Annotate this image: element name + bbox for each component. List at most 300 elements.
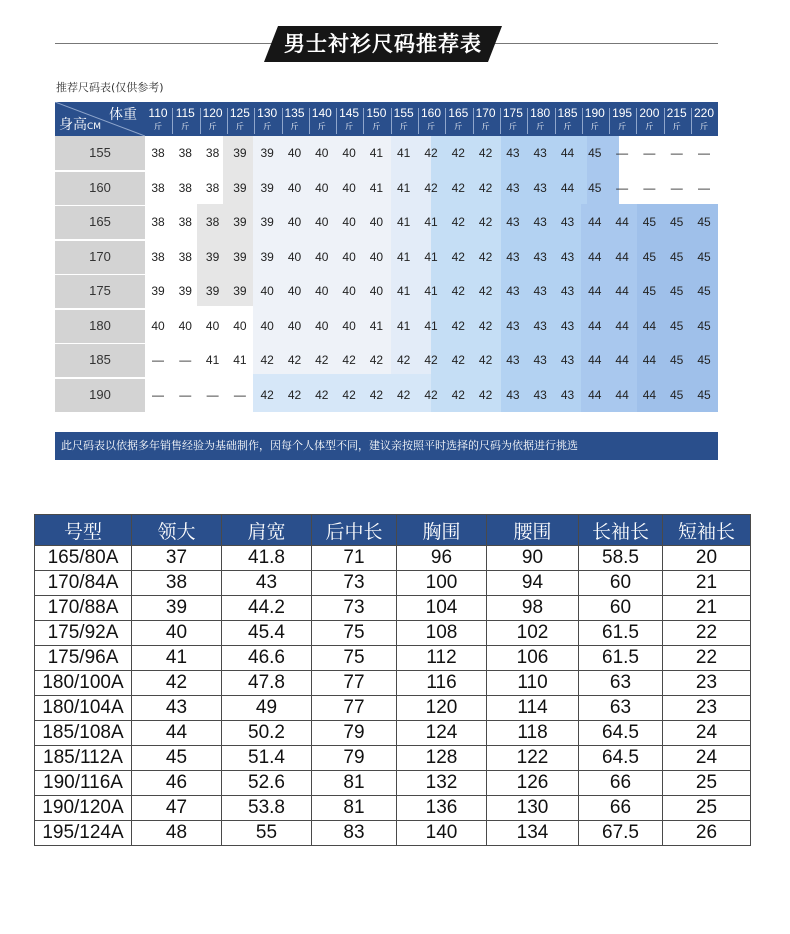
weight-separator xyxy=(527,108,528,134)
size-cell: — xyxy=(179,353,192,367)
size-cell: 38 xyxy=(151,215,165,229)
size-cell: 44 xyxy=(642,353,657,367)
weight-value: 145 xyxy=(339,106,360,120)
size-cell: 40 xyxy=(287,180,302,195)
spec-cell: 185/108A xyxy=(35,721,132,746)
size-cell: 42 xyxy=(478,146,493,160)
size-cell: 42 xyxy=(478,249,493,264)
weight-separator xyxy=(254,108,255,134)
spec-column-header: 短袖长 xyxy=(663,515,751,546)
weight-value: 115 xyxy=(175,106,195,120)
height-row-divider xyxy=(55,171,145,172)
spec-column-header: 肩宽 xyxy=(222,515,312,546)
size-cell: — xyxy=(616,180,629,195)
size-cell: 40 xyxy=(260,284,274,298)
weight-separator xyxy=(664,108,665,134)
size-cell: 40 xyxy=(342,215,356,229)
weight-unit: 斤 xyxy=(208,122,217,131)
size-cell: 43 xyxy=(560,353,575,367)
spec-cell: 81 xyxy=(312,771,397,796)
weight-value: 175 xyxy=(502,106,523,120)
weight-header-135 xyxy=(282,102,308,136)
spec-cell: 23 xyxy=(663,696,751,721)
size-cell: 43 xyxy=(533,387,547,402)
grid-subtitle: 推荐尺码表(仅供参考) xyxy=(56,81,164,94)
spec-cell: 61.5 xyxy=(579,646,663,671)
spec-row xyxy=(35,671,751,696)
weight-separator xyxy=(391,108,392,134)
spec-cell: 112 xyxy=(397,646,487,671)
size-cell: — xyxy=(233,387,246,402)
size-cell: 42 xyxy=(315,387,329,402)
weight-separator xyxy=(336,108,337,134)
size-cell: 40 xyxy=(315,318,329,333)
spec-cell: 66 xyxy=(579,796,663,821)
weight-separator xyxy=(691,108,692,134)
size-cell: 42 xyxy=(478,387,493,402)
size-cell: 41 xyxy=(397,284,411,298)
size-cell: 39 xyxy=(260,215,274,229)
size-cell: 38 xyxy=(151,146,165,160)
size-cell: 38 xyxy=(178,180,192,195)
spec-table xyxy=(34,514,751,846)
size-cell: 38 xyxy=(205,180,220,195)
weight-unit: 斤 xyxy=(563,122,572,131)
spec-cell: 114 xyxy=(487,696,579,721)
size-cell: 45 xyxy=(670,249,684,264)
size-cell: 42 xyxy=(451,353,465,367)
corner-cell xyxy=(55,102,145,136)
size-cell: 39 xyxy=(260,146,274,160)
spec-row xyxy=(35,621,751,646)
size-cell: 42 xyxy=(451,249,465,264)
size-cell: 41 xyxy=(369,180,384,195)
size-cell: 42 xyxy=(424,146,438,160)
weight-value: 160 xyxy=(420,106,442,120)
size-cell: 42 xyxy=(424,387,438,402)
size-cell: 43 xyxy=(533,215,547,229)
size-cell: 45 xyxy=(642,215,657,229)
spec-row xyxy=(35,696,751,721)
size-cell: 42 xyxy=(397,387,411,402)
spec-cell: 42 xyxy=(132,671,222,696)
spec-cell: 64.5 xyxy=(579,721,663,746)
spec-cell: 63 xyxy=(579,696,663,721)
size-cell: 44 xyxy=(615,284,629,298)
spec-cell: 53.8 xyxy=(222,796,312,821)
weight-header-180 xyxy=(527,102,553,136)
spec-table-body xyxy=(35,546,751,846)
weight-separator xyxy=(282,108,283,134)
spec-column-header: 领大 xyxy=(132,515,222,546)
spec-cell: 41.8 xyxy=(222,546,312,571)
height-axis-label xyxy=(59,114,101,134)
size-cell: 43 xyxy=(560,284,575,298)
size-cell: 44 xyxy=(588,215,602,229)
size-cell: 39 xyxy=(205,249,220,264)
size-cell: — xyxy=(698,180,710,195)
spec-cell: 41 xyxy=(132,646,222,671)
size-cell: 39 xyxy=(260,249,274,264)
height-row-divider xyxy=(55,274,145,275)
size-cell: 45 xyxy=(588,180,602,195)
spec-column-header: 腰围 xyxy=(487,515,579,546)
spec-cell: 190/116A xyxy=(35,771,132,796)
spec-cell: 126 xyxy=(487,771,579,796)
size-cell: 43 xyxy=(506,215,520,229)
weight-unit: 斤 xyxy=(154,122,162,131)
size-cell: 42 xyxy=(451,318,465,333)
spec-cell: 120 xyxy=(397,696,487,721)
size-cell: 45 xyxy=(697,318,711,333)
size-cell: — xyxy=(670,146,683,160)
weight-unit: 斤 xyxy=(672,122,681,131)
size-cell: 45 xyxy=(642,284,657,298)
spec-cell: 75 xyxy=(312,646,397,671)
weight-unit: 斤 xyxy=(399,122,408,131)
size-cell: 39 xyxy=(233,284,247,298)
weight-separator xyxy=(555,108,556,134)
spec-header-row xyxy=(35,515,751,546)
weight-header-165 xyxy=(445,102,471,136)
size-cell: — xyxy=(670,180,683,195)
size-cell: 45 xyxy=(642,249,657,264)
size-cell: 45 xyxy=(697,353,711,367)
weight-value: 215 xyxy=(666,106,687,120)
size-cell: 40 xyxy=(315,146,329,160)
size-cell: 41 xyxy=(424,318,438,333)
weight-header-155 xyxy=(391,102,417,136)
weight-value: 120 xyxy=(202,106,223,120)
spec-cell: 55 xyxy=(222,821,312,846)
size-cell: 41 xyxy=(424,215,438,229)
size-cell: 43 xyxy=(506,387,520,402)
size-cell: 42 xyxy=(424,353,438,367)
size-cell: 44 xyxy=(588,318,602,333)
spec-cell: 122 xyxy=(487,746,579,771)
spec-cell: 40 xyxy=(132,621,222,646)
size-cell: 42 xyxy=(451,146,465,160)
spec-cell: 175/96A xyxy=(35,646,132,671)
spec-cell: 77 xyxy=(312,671,397,696)
spec-cell: 79 xyxy=(312,746,397,771)
size-cell: 42 xyxy=(451,215,465,229)
spec-cell: 185/112A xyxy=(35,746,132,771)
size-cell: 42 xyxy=(478,215,493,229)
weight-separator xyxy=(500,108,501,134)
size-cell: 45 xyxy=(697,387,711,402)
size-cell: 43 xyxy=(533,353,547,367)
spec-cell: 106 xyxy=(487,646,579,671)
size-cell: 39 xyxy=(233,146,247,160)
spec-cell: 47 xyxy=(132,796,222,821)
size-cell: 41 xyxy=(369,146,384,160)
weight-unit: 斤 xyxy=(454,122,463,131)
height-row-header-165: 165 xyxy=(55,205,145,239)
spec-row xyxy=(35,746,751,771)
size-cell: 45 xyxy=(670,353,684,367)
size-cell: 41 xyxy=(397,318,411,333)
spec-cell: 51.4 xyxy=(222,746,312,771)
height-row-header-185: 185 xyxy=(55,343,145,377)
size-cell: 44 xyxy=(615,353,629,367)
size-cell: 40 xyxy=(287,215,302,229)
spec-cell: 61.5 xyxy=(579,621,663,646)
size-cell: 41 xyxy=(397,249,411,264)
spec-cell: 73 xyxy=(312,596,397,621)
spec-cell: 180/100A xyxy=(35,671,132,696)
spec-cell: 39 xyxy=(132,596,222,621)
height-row-divider xyxy=(55,240,145,241)
weight-separator xyxy=(418,108,419,134)
spec-cell: 45.4 xyxy=(222,621,312,646)
size-cell: 40 xyxy=(342,284,356,298)
page-title: 男士衬衫尺码推荐表 xyxy=(284,32,482,56)
height-row-divider xyxy=(55,205,145,206)
size-cell: 44 xyxy=(615,387,629,402)
spec-cell: 43 xyxy=(222,571,312,596)
spec-cell: 44 xyxy=(132,721,222,746)
size-cell: — xyxy=(152,353,164,367)
size-cell: 38 xyxy=(151,180,165,195)
size-cell: 39 xyxy=(233,215,247,229)
size-cell: 40 xyxy=(315,249,329,264)
spec-cell: 98 xyxy=(487,596,579,621)
size-cell: 40 xyxy=(178,318,192,333)
spec-cell: 58.5 xyxy=(579,546,663,571)
size-cell: 40 xyxy=(342,180,356,195)
weight-header-110 xyxy=(145,102,171,136)
size-cell: — xyxy=(643,146,656,160)
size-cell: 43 xyxy=(506,180,520,195)
weight-value: 220 xyxy=(693,106,715,120)
size-cell: 43 xyxy=(560,249,575,264)
spec-cell: 50.2 xyxy=(222,721,312,746)
size-cell: 40 xyxy=(342,146,356,160)
spec-cell: 170/88A xyxy=(35,596,132,621)
weight-value: 200 xyxy=(639,106,660,120)
spec-row xyxy=(35,596,751,621)
weight-unit: 斤 xyxy=(290,122,299,131)
weight-value: 165 xyxy=(448,106,469,120)
size-cell: — xyxy=(179,387,192,402)
spec-cell: 100 xyxy=(397,571,487,596)
weight-value: 185 xyxy=(557,106,578,120)
size-grid-body xyxy=(55,136,718,412)
spec-cell: 81 xyxy=(312,796,397,821)
weight-unit: 斤 xyxy=(263,122,272,131)
size-cell: 41 xyxy=(205,353,220,367)
size-cell: 43 xyxy=(533,249,547,264)
size-cell: 42 xyxy=(478,284,493,298)
size-cell: 45 xyxy=(670,318,684,333)
size-cell: — xyxy=(698,146,710,160)
size-cell: 42 xyxy=(424,180,438,195)
weight-separator xyxy=(445,108,446,134)
weight-header-125 xyxy=(227,102,253,136)
size-cell: 43 xyxy=(506,249,520,264)
spec-row xyxy=(35,646,751,671)
size-cell: 40 xyxy=(205,318,220,333)
weight-header-130 xyxy=(254,102,280,136)
weight-header-120 xyxy=(200,102,226,136)
weight-separator xyxy=(582,108,583,134)
weight-value: 135 xyxy=(284,106,305,120)
spec-cell: 118 xyxy=(487,721,579,746)
size-cell: — xyxy=(206,387,219,402)
spec-row xyxy=(35,771,751,796)
size-cell: 41 xyxy=(369,318,384,333)
spec-cell: 24 xyxy=(663,721,751,746)
size-cell: 41 xyxy=(397,146,411,160)
size-cell: 40 xyxy=(369,249,384,264)
weight-value: 125 xyxy=(229,106,250,120)
size-cell: 43 xyxy=(533,180,547,195)
height-row-header-190: 190 xyxy=(55,378,145,412)
spec-cell: 47.8 xyxy=(222,671,312,696)
weight-unit: 斤 xyxy=(536,122,545,131)
size-cell: 42 xyxy=(369,387,384,402)
spec-cell: 134 xyxy=(487,821,579,846)
weight-value: 150 xyxy=(366,106,387,120)
weight-value: 170 xyxy=(475,106,496,120)
weight-unit: 斤 xyxy=(700,122,708,131)
size-cell: 39 xyxy=(205,284,220,298)
spec-cell: 136 xyxy=(397,796,487,821)
size-cell: 43 xyxy=(533,318,547,333)
weight-unit: 斤 xyxy=(181,122,190,131)
size-cell: 43 xyxy=(533,146,547,160)
size-cell: 39 xyxy=(260,180,274,195)
weight-value: 110 xyxy=(148,106,168,120)
spec-cell: 73 xyxy=(312,571,397,596)
spec-cell: 49 xyxy=(222,696,312,721)
size-cell: — xyxy=(152,387,164,402)
weight-value: 140 xyxy=(311,106,332,120)
spec-cell: 48 xyxy=(132,821,222,846)
size-cell: 39 xyxy=(233,180,247,195)
size-cell: 44 xyxy=(588,284,602,298)
size-cell: 38 xyxy=(178,146,192,160)
size-cell: 39 xyxy=(151,284,165,298)
size-cell: 40 xyxy=(342,249,356,264)
spec-cell: 44.2 xyxy=(222,596,312,621)
spec-cell: 22 xyxy=(663,646,751,671)
size-cell: 42 xyxy=(315,353,329,367)
size-cell: 45 xyxy=(697,284,711,298)
weight-header-195 xyxy=(609,102,635,136)
spec-cell: 71 xyxy=(312,546,397,571)
weight-unit: 斤 xyxy=(372,122,381,131)
spec-cell: 24 xyxy=(663,746,751,771)
size-cell: 40 xyxy=(233,318,247,333)
weight-separator xyxy=(172,108,173,134)
size-cell: 45 xyxy=(588,146,602,160)
weight-value: 130 xyxy=(257,106,278,120)
size-cell: 40 xyxy=(287,249,302,264)
size-cell: 41 xyxy=(424,284,438,298)
weight-separator xyxy=(609,108,610,134)
weight-header-140 xyxy=(309,102,335,136)
spec-cell: 60 xyxy=(579,571,663,596)
height-axis-text: 身高 xyxy=(59,117,87,133)
spec-cell: 96 xyxy=(397,546,487,571)
weight-unit: 斤 xyxy=(645,122,654,131)
size-cell: 38 xyxy=(205,215,220,229)
spec-cell: 21 xyxy=(663,596,751,621)
size-cell: 42 xyxy=(451,387,465,402)
spec-cell: 180/104A xyxy=(35,696,132,721)
size-cell: 42 xyxy=(260,353,274,367)
weight-value: 155 xyxy=(393,106,414,120)
spec-cell: 124 xyxy=(397,721,487,746)
spec-row xyxy=(35,721,751,746)
size-cell: 45 xyxy=(697,249,711,264)
weight-header-row xyxy=(55,102,718,136)
weight-separator xyxy=(309,108,310,134)
spec-cell: 60 xyxy=(579,596,663,621)
size-cell: 40 xyxy=(287,284,302,298)
size-cell: 43 xyxy=(506,146,520,160)
spec-column-header: 号型 xyxy=(35,515,132,546)
size-cell: 43 xyxy=(506,353,520,367)
size-cell: 41 xyxy=(233,353,247,367)
spec-row xyxy=(35,546,751,571)
spec-cell: 22 xyxy=(663,621,751,646)
height-row-header-170: 170 xyxy=(55,240,145,274)
size-cell: 40 xyxy=(315,215,329,229)
spec-cell: 195/124A xyxy=(35,821,132,846)
size-cell: 43 xyxy=(506,284,520,298)
height-row-header-180: 180 xyxy=(55,309,145,343)
spec-cell: 79 xyxy=(312,721,397,746)
size-cell: 44 xyxy=(615,318,629,333)
size-cell: 40 xyxy=(151,318,165,333)
size-cell: 44 xyxy=(560,180,575,195)
weight-header-160 xyxy=(418,102,444,136)
weight-header-170 xyxy=(473,102,499,136)
spec-cell: 64.5 xyxy=(579,746,663,771)
spec-cell: 21 xyxy=(663,571,751,596)
weight-unit: 斤 xyxy=(508,122,517,131)
size-cell: 42 xyxy=(478,318,493,333)
size-cell: — xyxy=(616,146,629,160)
weight-header-185 xyxy=(555,102,581,136)
size-cell: 40 xyxy=(260,318,274,333)
size-cell: 44 xyxy=(642,318,657,333)
title-banner xyxy=(264,26,502,62)
weight-header-190 xyxy=(582,102,608,136)
spec-cell: 102 xyxy=(487,621,579,646)
size-cell: 42 xyxy=(451,180,465,195)
size-cell: 38 xyxy=(205,146,220,160)
spec-cell: 26 xyxy=(663,821,751,846)
spec-cell: 110 xyxy=(487,671,579,696)
weight-header-150 xyxy=(363,102,389,136)
size-cell: 40 xyxy=(369,284,384,298)
spec-cell: 46.6 xyxy=(222,646,312,671)
spec-cell: 38 xyxy=(132,571,222,596)
size-cell: 42 xyxy=(342,353,356,367)
spec-cell: 116 xyxy=(397,671,487,696)
weight-unit: 斤 xyxy=(481,122,490,131)
size-cell: 45 xyxy=(670,215,684,229)
spec-cell: 75 xyxy=(312,621,397,646)
weight-unit: 斤 xyxy=(235,122,244,131)
weight-separator xyxy=(363,108,364,134)
spec-cell: 170/84A xyxy=(35,571,132,596)
height-row-divider xyxy=(55,309,145,310)
